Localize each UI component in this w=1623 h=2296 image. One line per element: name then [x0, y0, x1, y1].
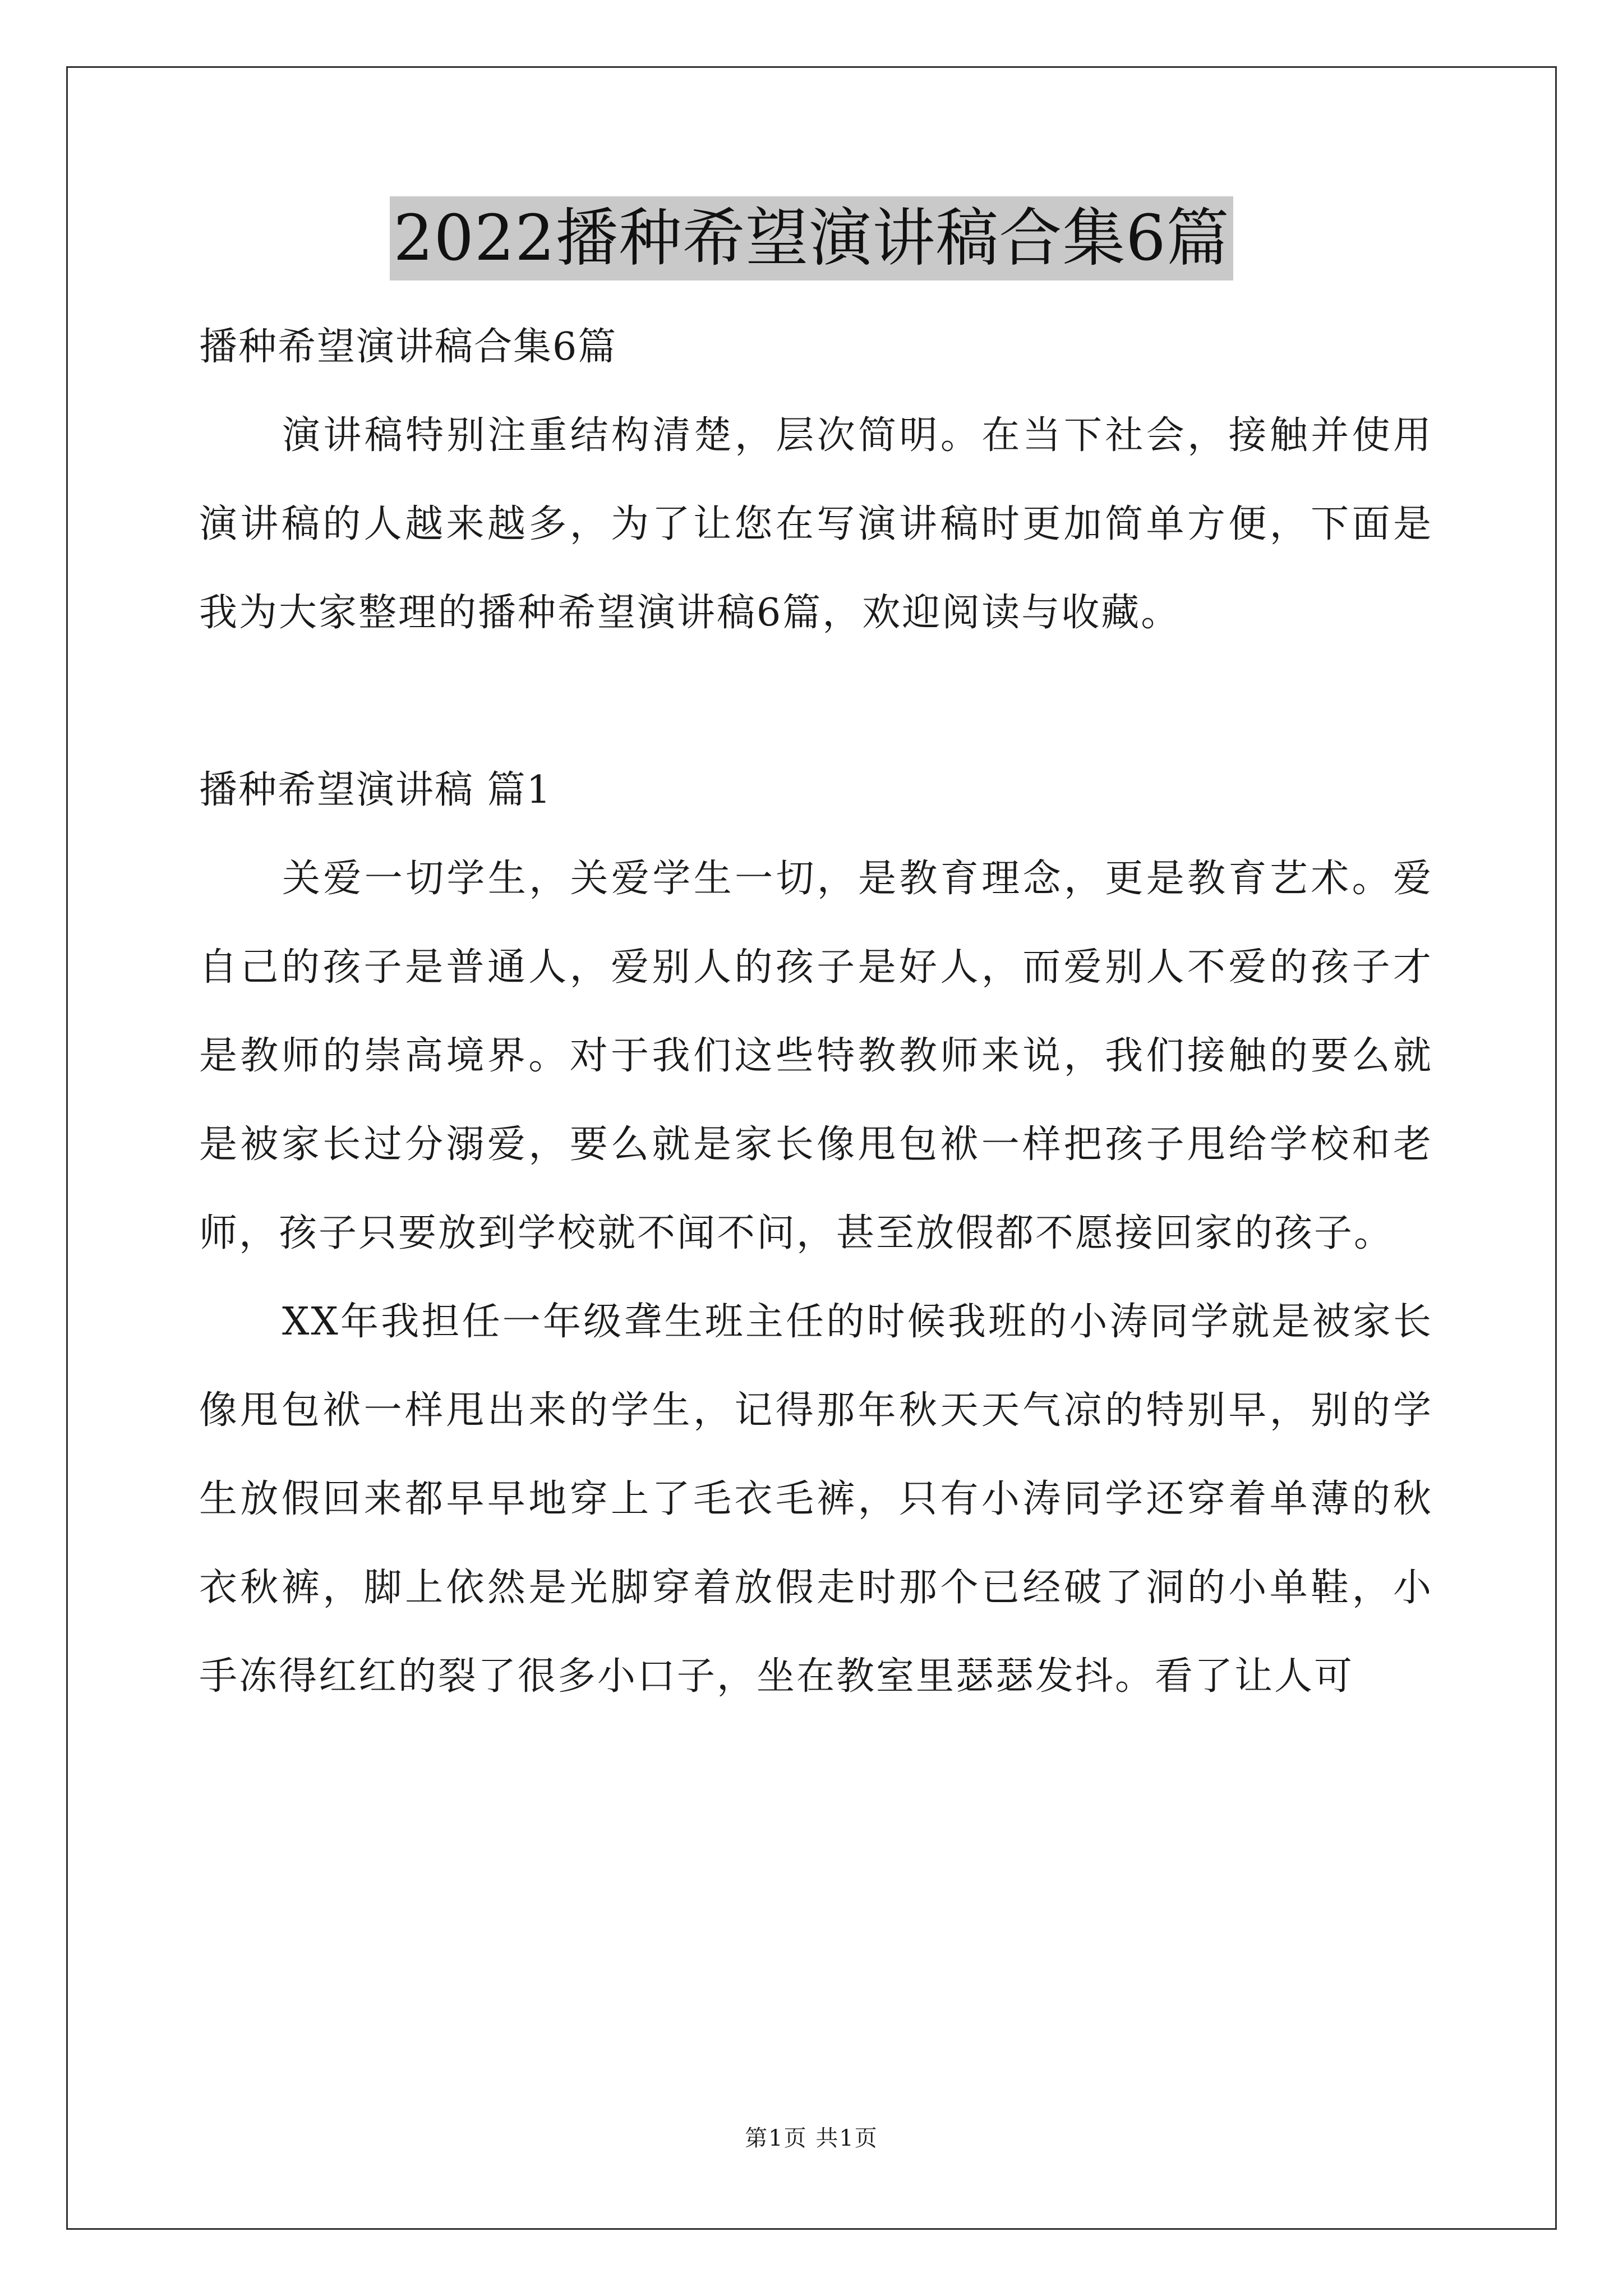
document-subtitle: 播种希望演讲稿合集6篇 [199, 325, 617, 369]
blank-line [199, 657, 1433, 746]
document-body [199, 303, 1433, 1721]
document-title: 2022播种希望演讲稿合集6篇 [390, 196, 1233, 280]
body-paragraph: 关爱一切学生，关爱学生一切，是教育理念，更是教育艺术。爱自己的孩子是普通人，爱别人的孩子是好人，而爱别人不爱的孩子才是教师的崇高境界。对于我们这些特教教师来说，我们接触的要么就是被家长过分溺爱，要么就是家长像甩包袱一样把孩子甩给学校和老师，孩子只要放到学校就不闻不问，甚至放假都不愿接回家的孩子。 [199, 857, 1433, 1255]
section-heading: 播种希望演讲稿 篇1 [199, 768, 552, 812]
body-paragraph: XX年我担任一年级聋生班主任的时候我班的小涛同学就是被家长像甩包袱一样甩出来的学生，记得那年秋天天气凉的特别早，别的学生放假回来都早早地穿上了毛衣毛裤，只有小涛同学还穿着单薄的秋衣秋裤，脚上依然是光脚穿着放假走时那个已经破了洞的小单鞋，小手冻得红红的裂了很多小口子，坐在教室里瑟瑟发抖。看了让人可 [199, 1300, 1433, 1699]
page-footer: 第1页 共1页 [745, 2125, 878, 2151]
intro-paragraph: 演讲稿特别注重结构清楚，层次简明。在当下社会，接触并使用演讲稿的人越来越多，为了让您在写演讲稿时更加简单方便，下面是我为大家整理的播种希望演讲稿6篇，欢迎阅读与收藏。 [199, 413, 1433, 635]
title-container [0, 196, 1623, 280]
